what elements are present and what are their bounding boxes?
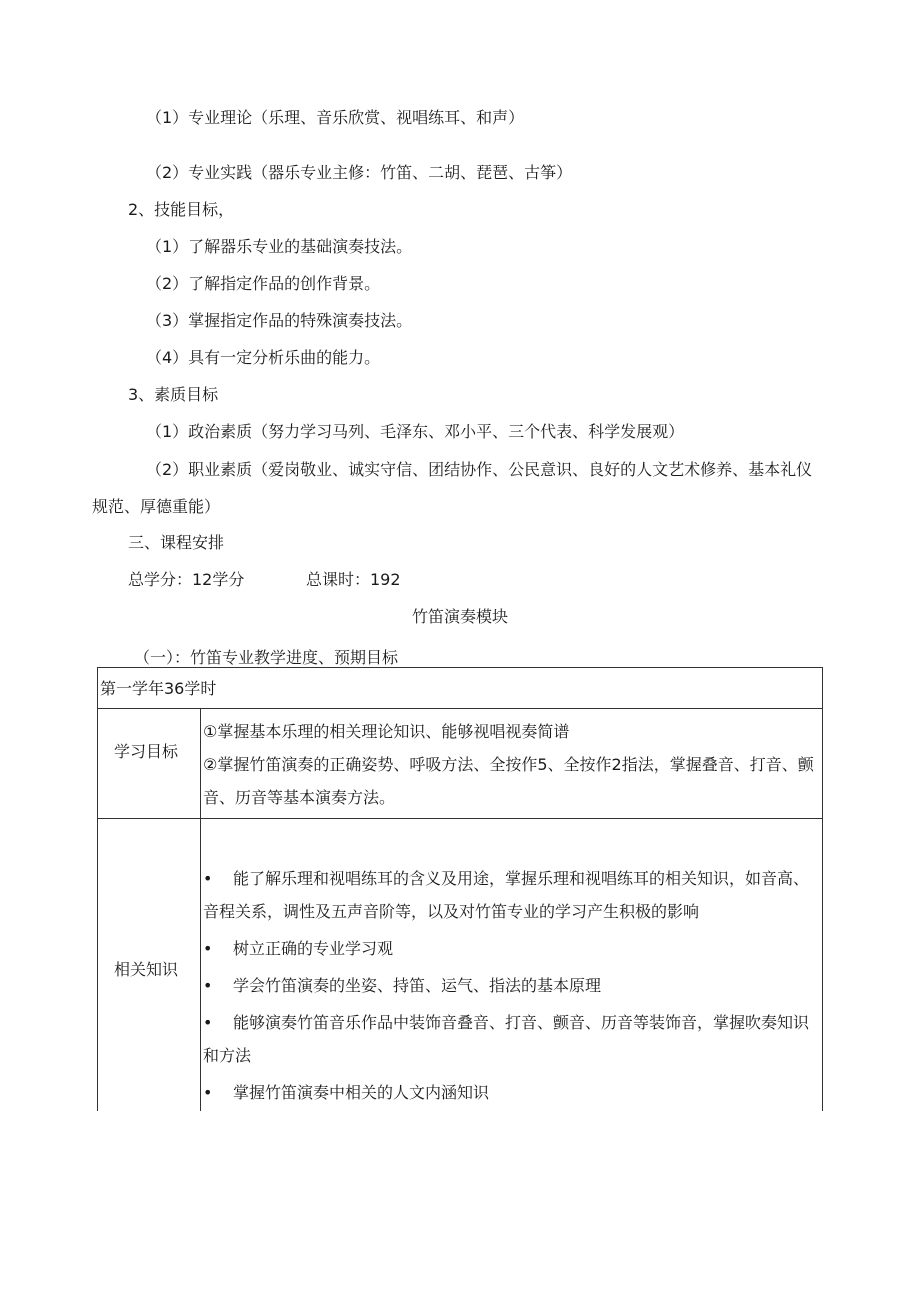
module-subtitle: （一）：竹笛专业教学进度、预期目标 (134, 648, 399, 667)
table-row-divider-1 (97, 708, 823, 709)
bullet-icon: • (203, 1083, 213, 1102)
quality-heading: 3、素质目标 (128, 385, 219, 404)
goal-item-1: ①掌握基本乐理的相关理论知识、能够视唱视奏简谱 (203, 722, 570, 741)
skills-item-3: （3）掌握指定作品的特殊演奏技法。 (146, 311, 413, 330)
table-row-divider-2 (97, 818, 823, 819)
knowledge-item-2: （2）专业实践（器乐专业主修：竹笛、二胡、琵琶、古筝） (146, 163, 573, 182)
bullet-icon: • (203, 976, 213, 995)
goals-cell (203, 715, 818, 814)
knowledge-list-item: • 能够演奏竹笛音乐作品中装饰音叠音、打音、颤音、历音等装饰音，掌握吹奏知识和方法 (203, 1006, 815, 1072)
table-border-left (97, 667, 98, 1111)
knowledge-item-1: （1）专业理论（乐理、音乐欣赏、视唱练耳、和声） (146, 108, 525, 127)
knowledge-cell (203, 862, 815, 1109)
quality-item-2: （2）职业素质（爱岗敬业、诚实守信、团结协作、公民意识、良好的人文艺术修养、基本礼仪规范、厚德重能） (92, 460, 813, 516)
total-hours: 总课时：192 (306, 570, 401, 589)
bullet-icon: • (203, 869, 213, 888)
bullet-icon: • (203, 1013, 213, 1032)
schedule-heading: 三、课程安排 (128, 533, 225, 552)
skills-heading: 2、技能目标， (128, 200, 235, 219)
module-title: 竹笛演奏模块 (411, 607, 508, 626)
table-border-right (822, 667, 823, 1111)
total-credits: 总学分：12学分 (128, 570, 245, 589)
quality-item-1: （1）政治素质（努力学习马列、毛泽东、邓小平、三个代表、科学发展观） (146, 422, 685, 441)
knowledge-list-item: • 掌握竹笛演奏中相关的人文内涵知识 (203, 1076, 815, 1109)
goals-label: 学习目标 (114, 742, 179, 761)
table-year-header: 第一学年36学时 (100, 679, 217, 698)
goal-item-2: ②掌握竹笛演奏的正确姿势、呼吸方法、全按作5、全按作2指法，掌握叠音、打音、颤音、历音等基本演奏方法。 (203, 755, 814, 807)
table-column-divider (200, 708, 201, 1111)
skills-item-2: （2）了解指定作品的创作背景。 (146, 274, 381, 293)
skills-item-4: （4）具有一定分析乐曲的能力。 (146, 348, 381, 367)
skills-item-1: （1）了解器乐专业的基础演奏技法。 (146, 237, 413, 256)
knowledge-list-item: • 能了解乐理和视唱练耳的含义及用途，掌握乐理和视唱练耳的相关知识，如音高、音程关系，调性及五声音阶等，以及对竹笛专业的学习产生积极的影响 (203, 862, 815, 928)
knowledge-label: 相关知识 (114, 960, 179, 979)
knowledge-list-item: • 树立正确的专业学习观 (203, 932, 815, 965)
knowledge-list-item: • 学会竹笛演奏的坐姿、持笛、运气、指法的基本原理 (203, 969, 815, 1002)
bullet-icon: • (203, 939, 213, 958)
table-border-top (97, 667, 823, 668)
